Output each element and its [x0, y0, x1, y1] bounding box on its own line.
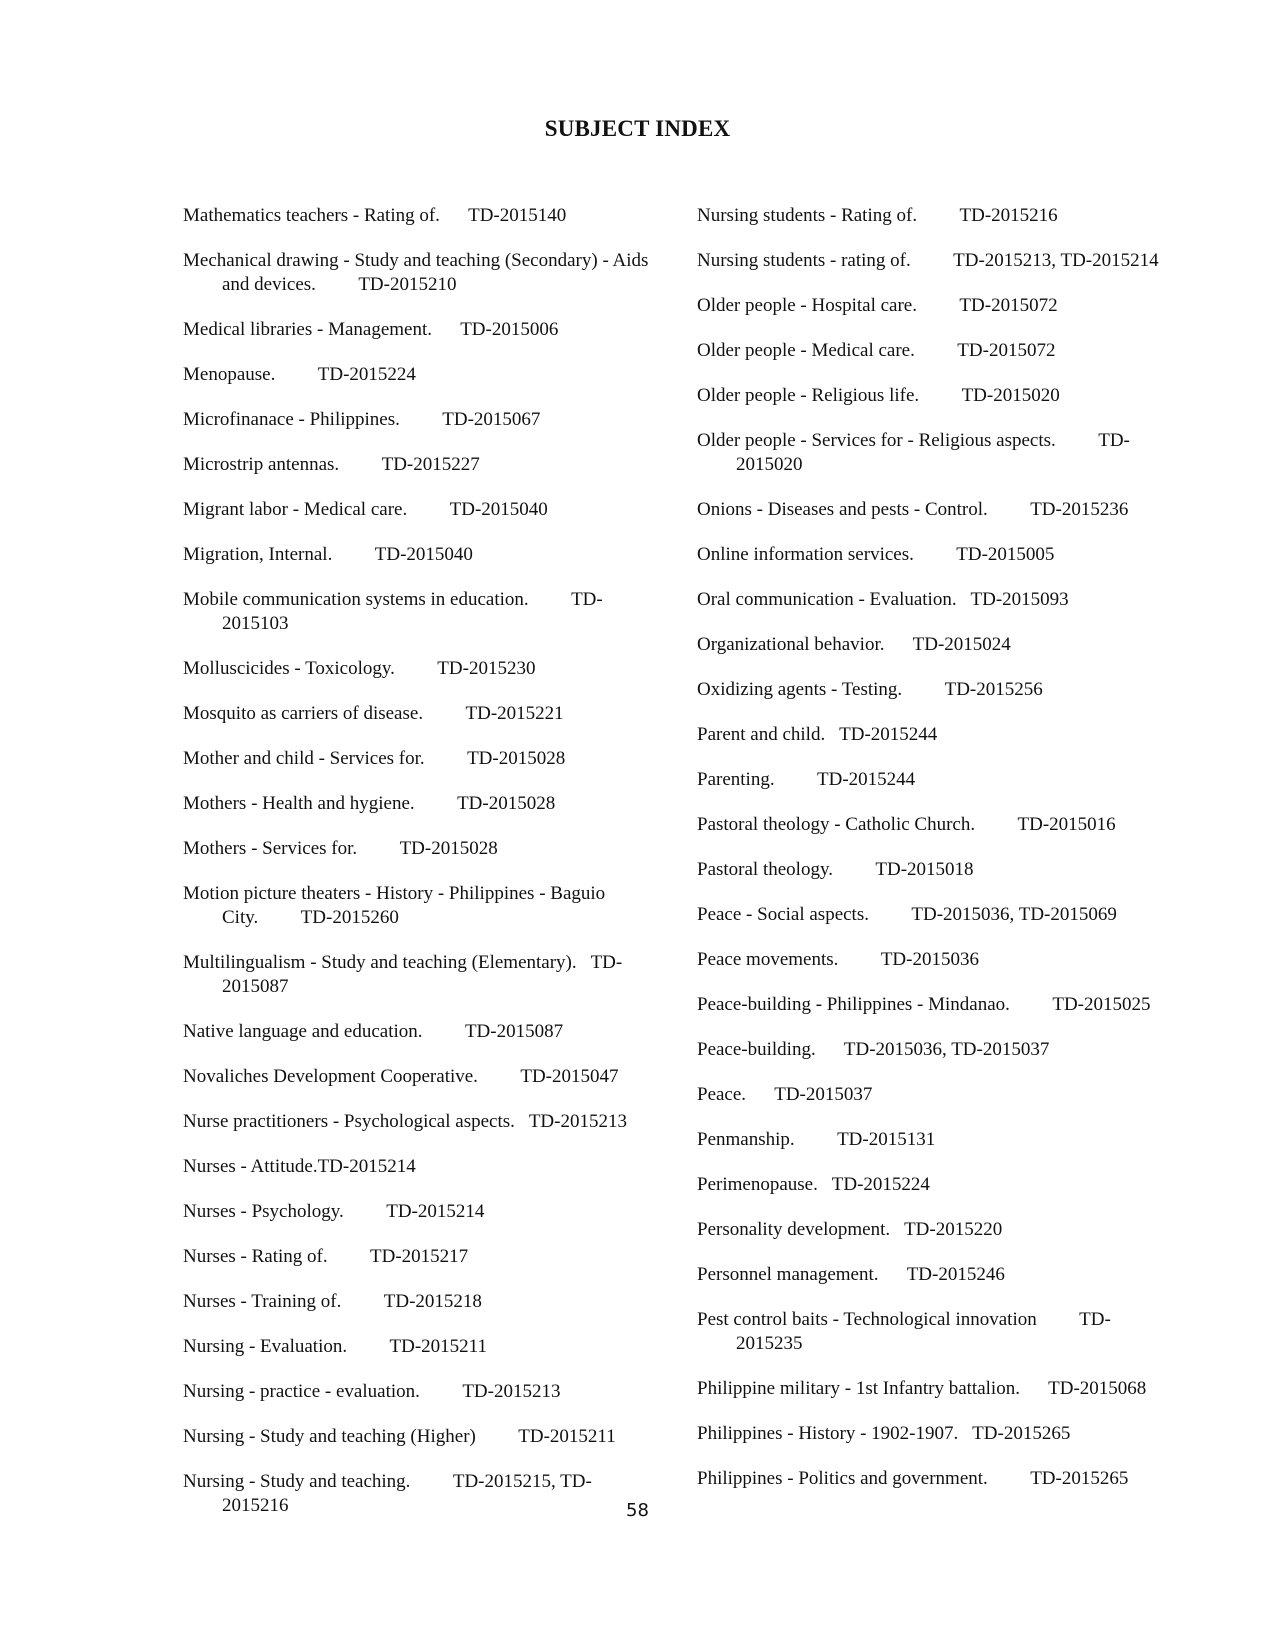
- entry-spacer: [919, 385, 961, 406]
- index-entry: [183, 498, 653, 522]
- index-entry: [697, 948, 1169, 972]
- index-term: Nursing students - rating of.: [697, 250, 911, 271]
- entry-spacer: [884, 634, 912, 655]
- index-term: Nurses - Psychology.: [183, 1201, 344, 1222]
- entry-spacer: [816, 1039, 844, 1060]
- entry-spacer: [879, 1264, 907, 1285]
- index-term: Motion picture theaters - History - Philippines - Baguio City.: [183, 883, 606, 928]
- index-entry: [697, 588, 1169, 612]
- entry-spacer: [344, 1201, 386, 1222]
- index-term: Nurses - Training of.: [183, 1291, 342, 1312]
- thesis-code: TD-2015211: [518, 1426, 616, 1447]
- index-term: Online information services.: [697, 544, 914, 565]
- entry-spacer: [316, 274, 358, 295]
- index-term: Nursing - Study and teaching.: [183, 1471, 411, 1492]
- thesis-code: TD-2015213: [528, 1111, 627, 1132]
- index-term: Nursing - practice - evaluation.: [183, 1381, 420, 1402]
- entry-spacer: [478, 1066, 520, 1087]
- entry-spacer: [1037, 1309, 1079, 1330]
- entry-spacer: [423, 1021, 465, 1042]
- index-entry: [183, 792, 653, 816]
- entry-spacer: [415, 793, 457, 814]
- index-term: Older people - Services for - Religious aspects.: [697, 430, 1056, 451]
- thesis-code: TD-2015220: [904, 1219, 1003, 1240]
- entry-spacer: [577, 952, 591, 973]
- index-entry: [183, 1065, 653, 1089]
- index-entry: [183, 747, 653, 771]
- entry-spacer: [838, 949, 880, 970]
- index-term: Mothers - Health and hygiene.: [183, 793, 415, 814]
- thesis-code: TD-2015016: [1017, 814, 1116, 835]
- thesis-code: TD-2015265: [972, 1423, 1071, 1444]
- thesis-code: TD-2015214: [317, 1156, 416, 1177]
- thesis-code: TD-2015214: [386, 1201, 485, 1222]
- thesis-code: TD-2015230: [437, 658, 536, 679]
- entry-spacer: [476, 1426, 518, 1447]
- index-term: Nursing students - Rating of.: [697, 205, 918, 226]
- index-term: Nurses - Attitude.: [183, 1156, 318, 1177]
- index-entry: [183, 1335, 653, 1359]
- entry-spacer: [423, 703, 465, 724]
- index-entry: [183, 1425, 653, 1449]
- index-entry: [697, 993, 1169, 1017]
- index-entry: [697, 1377, 1169, 1401]
- index-term: Migrant labor - Medical care.: [183, 499, 408, 520]
- index-entry: [183, 837, 653, 861]
- entry-spacer: [1010, 994, 1052, 1015]
- index-entry: [183, 408, 653, 432]
- thesis-code: TD-2015047: [520, 1066, 619, 1087]
- thesis-code: TD-2015244: [817, 769, 916, 790]
- thesis-code: TD-2015224: [317, 364, 416, 385]
- index-term: Older people - Religious life.: [697, 385, 920, 406]
- entry-spacer: [407, 499, 449, 520]
- entry-spacer: [400, 409, 442, 430]
- thesis-code: TD-2015260: [300, 907, 399, 928]
- thesis-code: TD-2015067: [442, 409, 541, 430]
- index-entry: [183, 1110, 653, 1134]
- index-entry: [183, 204, 653, 228]
- thesis-code: TD-2015221: [465, 703, 564, 724]
- thesis-code: TD-2015024: [912, 634, 1011, 655]
- index-term: Migration, Internal.: [183, 544, 333, 565]
- thesis-code: TD-2015020: [736, 430, 1130, 475]
- entry-spacer: [258, 907, 300, 928]
- index-term: Microfinanace - Philippines.: [183, 409, 400, 430]
- index-term: Peace-building - Philippines - Mindanao.: [697, 994, 1010, 1015]
- thesis-code: TD-2015224: [831, 1174, 930, 1195]
- entry-spacer: [395, 658, 437, 679]
- index-term: Mechanical drawing - Study and teaching (Secondary) - Aids and devices.: [183, 250, 649, 295]
- index-entry: [697, 1083, 1169, 1107]
- thesis-code: TD-2015028: [457, 793, 556, 814]
- index-entry: [697, 498, 1169, 522]
- index-term: Peace - Social aspects.: [697, 904, 869, 925]
- thesis-code: TD-2015036, TD-2015037: [843, 1039, 1050, 1060]
- index-entry: [697, 633, 1169, 657]
- index-term: Mathematics teachers - Rating of.: [183, 205, 440, 226]
- index-term: Perimenopause.: [697, 1174, 818, 1195]
- thesis-code: TD-2015218: [383, 1291, 482, 1312]
- thesis-code: TD-2015235: [736, 1309, 1111, 1354]
- entry-spacer: [347, 1336, 389, 1357]
- index-entry: [183, 543, 653, 567]
- index-term: Multilingualism - Study and teaching (Elementary).: [183, 952, 577, 973]
- index-entry: [183, 702, 653, 726]
- index-entry: [183, 318, 653, 342]
- index-entry: [697, 723, 1169, 747]
- index-term: Personnel management.: [697, 1264, 879, 1285]
- index-entry: [697, 813, 1169, 837]
- index-term: Mothers - Services for.: [183, 838, 358, 859]
- entry-spacer: [432, 319, 460, 340]
- thesis-code: TD-2015215, TD-2015216: [222, 1471, 592, 1516]
- index-entry: [697, 249, 1169, 273]
- index-term: Mobile communication systems in education.: [183, 589, 529, 610]
- index-term: Oral communication - Evaluation.: [697, 589, 957, 610]
- entry-spacer: [746, 1084, 774, 1105]
- entry-spacer: [795, 1129, 837, 1150]
- entry-spacer: [775, 769, 817, 790]
- index-entry: [183, 453, 653, 477]
- index-term: Medical libraries - Management.: [183, 319, 433, 340]
- index-term: Molluscicides - Toxicology.: [183, 658, 395, 679]
- index-term: Peace.: [697, 1084, 747, 1105]
- entry-spacer: [339, 454, 381, 475]
- entry-spacer: [833, 859, 875, 880]
- entry-spacer: [917, 205, 959, 226]
- index-entry: [183, 1020, 653, 1044]
- entry-spacer: [818, 1174, 832, 1195]
- thesis-code: TD-2015072: [957, 340, 1056, 361]
- thesis-code: TD-2015040: [449, 499, 548, 520]
- thesis-code: TD-2015140: [468, 205, 567, 226]
- index-column-left: [183, 204, 653, 1539]
- index-entry: [183, 1200, 653, 1224]
- index-term: Parenting.: [697, 769, 775, 790]
- index-term: Peace movements.: [697, 949, 839, 970]
- entry-spacer: [988, 499, 1030, 520]
- entry-spacer: [1056, 430, 1098, 451]
- index-entry: [697, 1467, 1169, 1491]
- index-term: Onions - Diseases and pests - Control.: [697, 499, 988, 520]
- thesis-code: TD-2015213: [462, 1381, 561, 1402]
- index-entry: [183, 363, 653, 387]
- index-entry: [697, 384, 1169, 408]
- index-term: Nursing - Study and teaching (Higher): [183, 1426, 476, 1447]
- index-term: Native language and education.: [183, 1021, 423, 1042]
- entry-spacer: [988, 1468, 1030, 1489]
- entry-spacer: [410, 1471, 452, 1492]
- index-entry: [697, 1038, 1169, 1062]
- index-term: Philippines - History - 1902-1907.: [697, 1423, 959, 1444]
- thesis-code: TD-2015093: [970, 589, 1069, 610]
- index-term: Older people - Medical care.: [697, 340, 915, 361]
- entry-spacer: [529, 589, 571, 610]
- page-number: 58: [626, 1500, 649, 1521]
- thesis-code: TD-2015236: [1030, 499, 1129, 520]
- index-entry: [697, 768, 1169, 792]
- entry-spacer: [914, 544, 956, 565]
- entry-spacer: [275, 364, 317, 385]
- index-term: Penmanship.: [697, 1129, 795, 1150]
- thesis-code: TD-2015227: [381, 454, 480, 475]
- thesis-code: TD-2015244: [839, 724, 938, 745]
- entry-spacer: [1020, 1378, 1048, 1399]
- thesis-code: TD-2015246: [906, 1264, 1005, 1285]
- index-entry: [183, 1245, 653, 1269]
- index-entry: [697, 1173, 1169, 1197]
- thesis-code: TD-2015028: [467, 748, 566, 769]
- index-entry: [697, 429, 1169, 477]
- index-column-right: [697, 204, 1169, 1512]
- entry-spacer: [341, 1291, 383, 1312]
- index-entry: [183, 1155, 653, 1179]
- index-term: Nurse practitioners - Psychological aspects.: [183, 1111, 515, 1132]
- thesis-code: TD-2015103: [222, 589, 603, 634]
- thesis-code: TD-2015211: [389, 1336, 487, 1357]
- thesis-code: TD-2015210: [358, 274, 457, 295]
- thesis-code: TD-2015217: [370, 1246, 469, 1267]
- index-entry: [183, 882, 653, 930]
- index-term: Philippine military - 1st Infantry battalion.: [697, 1378, 1020, 1399]
- thesis-code: TD-2015087: [222, 952, 623, 997]
- entry-spacer: [328, 1246, 370, 1267]
- entry-spacer: [425, 748, 467, 769]
- entry-spacer: [917, 295, 959, 316]
- index-entry: [697, 1308, 1169, 1356]
- page-title: SUBJECT INDEX: [544, 116, 731, 141]
- index-term: Older people - Hospital care.: [697, 295, 917, 316]
- index-entry: [183, 657, 653, 681]
- thesis-code: TD-2015025: [1052, 994, 1151, 1015]
- thesis-code: TD-2015216: [959, 205, 1058, 226]
- thesis-code: TD-2015131: [837, 1129, 936, 1150]
- entry-spacer: [440, 205, 468, 226]
- index-entry: [697, 858, 1169, 882]
- thesis-code: TD-2015265: [1030, 1468, 1129, 1489]
- thesis-code: TD-2015006: [460, 319, 559, 340]
- index-term: Pastoral theology - Catholic Church.: [697, 814, 976, 835]
- index-entry: [697, 1263, 1169, 1287]
- index-term: Peace-building.: [697, 1039, 816, 1060]
- index-term: Oxidizing agents - Testing.: [697, 679, 903, 700]
- entry-spacer: [958, 1423, 972, 1444]
- index-entry: [697, 678, 1169, 702]
- index-term: Pastoral theology.: [697, 859, 833, 880]
- index-term: Pest control baits - Technological innovation: [697, 1309, 1037, 1330]
- index-term: Organizational behavior.: [697, 634, 885, 655]
- thesis-code: TD-2015036: [880, 949, 979, 970]
- index-entry: [183, 588, 653, 636]
- index-term: Mother and child - Services for.: [183, 748, 425, 769]
- index-term: Nursing - Evaluation.: [183, 1336, 348, 1357]
- thesis-code: TD-2015036, TD-2015069: [911, 904, 1117, 925]
- index-term: Personality development.: [697, 1219, 891, 1240]
- thesis-code: TD-2015256: [944, 679, 1043, 700]
- index-term: Philippines - Politics and government.: [697, 1468, 988, 1489]
- index-entry: [697, 903, 1169, 927]
- index-entry: [183, 1290, 653, 1314]
- index-entry: [183, 951, 653, 999]
- entry-spacer: [915, 340, 957, 361]
- thesis-code: TD-2015087: [464, 1021, 564, 1042]
- index-entry: [697, 204, 1169, 228]
- thesis-code: TD-2015028: [399, 838, 498, 859]
- index-entry: [183, 249, 653, 297]
- thesis-code: TD-2015018: [875, 859, 974, 880]
- thesis-code: TD-2015005: [956, 544, 1055, 565]
- entry-spacer: [957, 589, 971, 610]
- index-entry: [697, 294, 1169, 318]
- index-term: Menopause.: [183, 364, 276, 385]
- index-term: Parent and child.: [697, 724, 826, 745]
- entry-spacer: [420, 1381, 462, 1402]
- thesis-code: TD-2015037: [774, 1084, 873, 1105]
- thesis-code: TD-2015068: [1048, 1378, 1147, 1399]
- index-entry: [697, 1128, 1169, 1152]
- index-entry: [697, 339, 1169, 363]
- index-entry: [697, 1218, 1169, 1242]
- index-term: Mosquito as carriers of disease.: [183, 703, 424, 724]
- entry-spacer: [902, 679, 944, 700]
- index-term: Novaliches Development Cooperative.: [183, 1066, 478, 1087]
- entry-spacer: [890, 1219, 904, 1240]
- index-entry: [697, 543, 1169, 567]
- entry-spacer: [515, 1111, 529, 1132]
- thesis-code: TD-2015072: [959, 295, 1058, 316]
- index-entry: [697, 1422, 1169, 1446]
- entry-spacer: [825, 724, 839, 745]
- thesis-code: TD-2015020: [961, 385, 1060, 406]
- entry-spacer: [911, 250, 953, 271]
- thesis-code: TD-2015213, TD-2015214: [953, 250, 1159, 271]
- entry-spacer: [332, 544, 374, 565]
- entry-spacer: [869, 904, 911, 925]
- index-term: Nurses - Rating of.: [183, 1246, 328, 1267]
- index-entry: [183, 1380, 653, 1404]
- entry-spacer: [357, 838, 399, 859]
- index-term: Microstrip antennas.: [183, 454, 340, 475]
- entry-spacer: [975, 814, 1017, 835]
- thesis-code: TD-2015040: [374, 544, 473, 565]
